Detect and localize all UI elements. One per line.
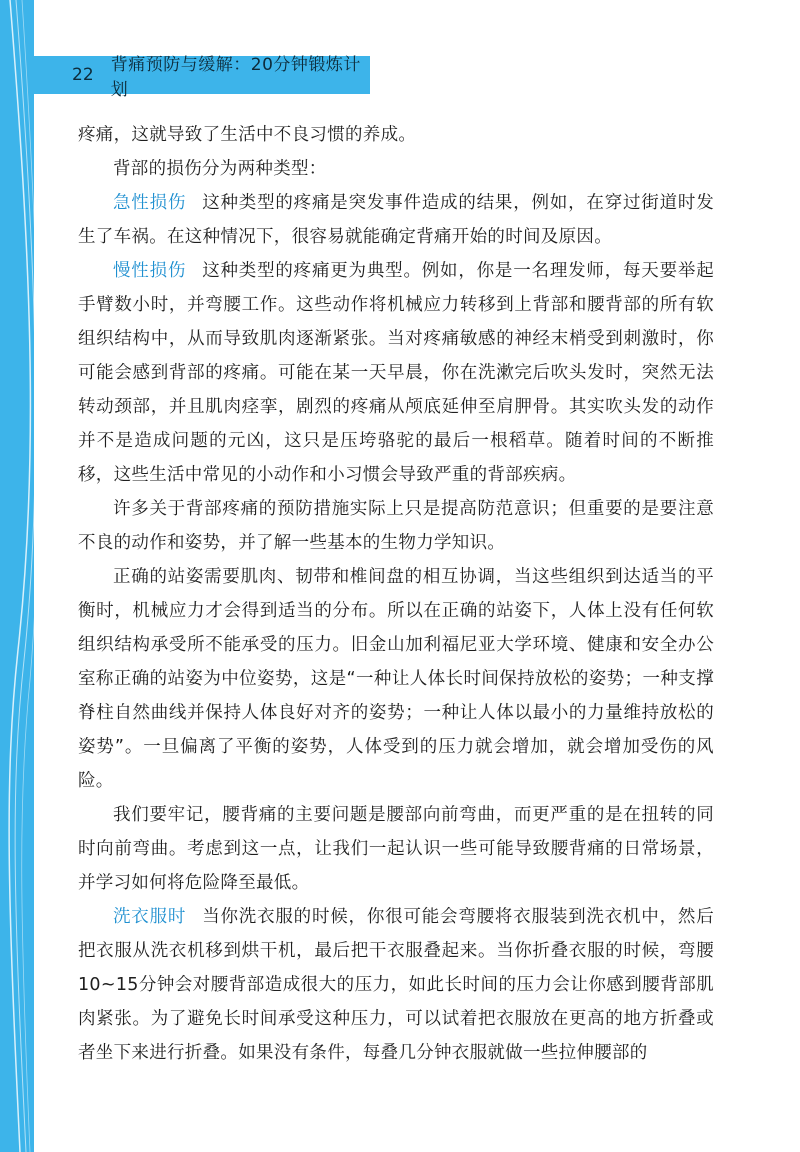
paragraph [78,560,714,798]
paragraph-acute-injury [78,186,714,254]
paragraph-chronic-injury [78,254,714,492]
paragraph-text: 正确的站姿需要肌肉、韧带和椎间盘的相互协调，当这些组织到达适当的平衡时，机械应力才会得到适当的分布。所以在正确的站姿下，人体上没有任何软组织结构承受所不能承受的压力。旧金山加利福尼亚大学环境、健康和安全办公室称正确的站姿为中位姿势，这是“一种让人体长时间保持放松的姿势；一种支撑脊柱自然曲线并保持人体良好对齐的姿势；一种让人体以最小的力量维持放松的姿势”。一旦偏离了平衡的姿势，人体受到的压力就会增加，就会增加受伤的风险。 [78,567,714,791]
paragraph [78,152,714,186]
book-title: 背痛预防与缓解：20分钟锻炼计划 [110,55,361,100]
paragraph-laundry [78,900,714,1070]
paragraph [78,118,714,152]
paragraph-text: 背部的损伤分为两种类型： [113,159,327,179]
paragraph [78,798,714,900]
page-header [34,55,370,100]
paragraph-text: 这种类型的疼痛是突发事件造成的结果，例如，在穿过街道时发生了车祸。在这种情况下，很容易就能确定背痛开始的时间及原因。 [78,193,714,247]
term-label: 急性损伤 [113,193,187,213]
paragraph-text: 这种类型的疼痛更为典型。例如，你是一名理发师，每天要举起手臂数小时，并弯腰工作。这些动作将机械应力转移到上背部和腰背部的所有软组织结构中，从而导致肌肉逐渐紧张。当对疼痛敏感的神经末梢受到刺激时，你可能会感到背部的疼痛。可能在某一天早晨，你在洗漱完后吹头发时，突然无法转动颈部，并且肌肉痉挛，剧烈的疼痛从颅底延伸至肩胛骨。其实吹头发的动作并不是造成问题的元凶，这只是压垮骆驼的最后一根稻草。随着时间的不断推移，这些生活中常见的小动作和小习惯会导致严重的背部疾病。 [78,261,714,485]
term-label: 洗衣服时 [113,907,187,927]
term-label: 慢性损伤 [113,261,187,281]
paragraph-text: 许多关于背部疼痛的预防措施实际上只是提高防范意识；但重要的是要注意不良的动作和姿势，并了解一些基本的生物力学知识。 [78,499,714,553]
paragraph-text: 当你洗衣服的时候，你很可能会弯腰将衣服装到洗衣机中，然后把衣服从洗衣机移到烘干机，最后把干衣服叠起来。当你折叠衣服的时候，弯腰10~15分钟会对腰背部造成很大的压力，如此长时间的压力会让你感到腰背部肌肉紧张。为了避免长时间承受这种压力，可以试着把衣服放在更高的地方折叠或者坐下来进行折叠。如果没有条件，每叠几分钟衣服就做一些拉伸腰部的 [78,907,714,1063]
paragraph-text: 我们要牢记，腰背痛的主要问题是腰部向前弯曲，而更严重的是在扭转的同时向前弯曲。考虑到这一点，让我们一起认识一些可能导致腰背痛的日常场景，并学习如何将危险降至最低。 [78,805,714,893]
paragraph [78,492,714,560]
body-text [78,118,714,1070]
decorative-curves [0,0,48,1152]
page-number: 22 [72,65,94,85]
paragraph-text: 疼痛，这就导致了生活中不良习惯的养成。 [78,125,417,145]
